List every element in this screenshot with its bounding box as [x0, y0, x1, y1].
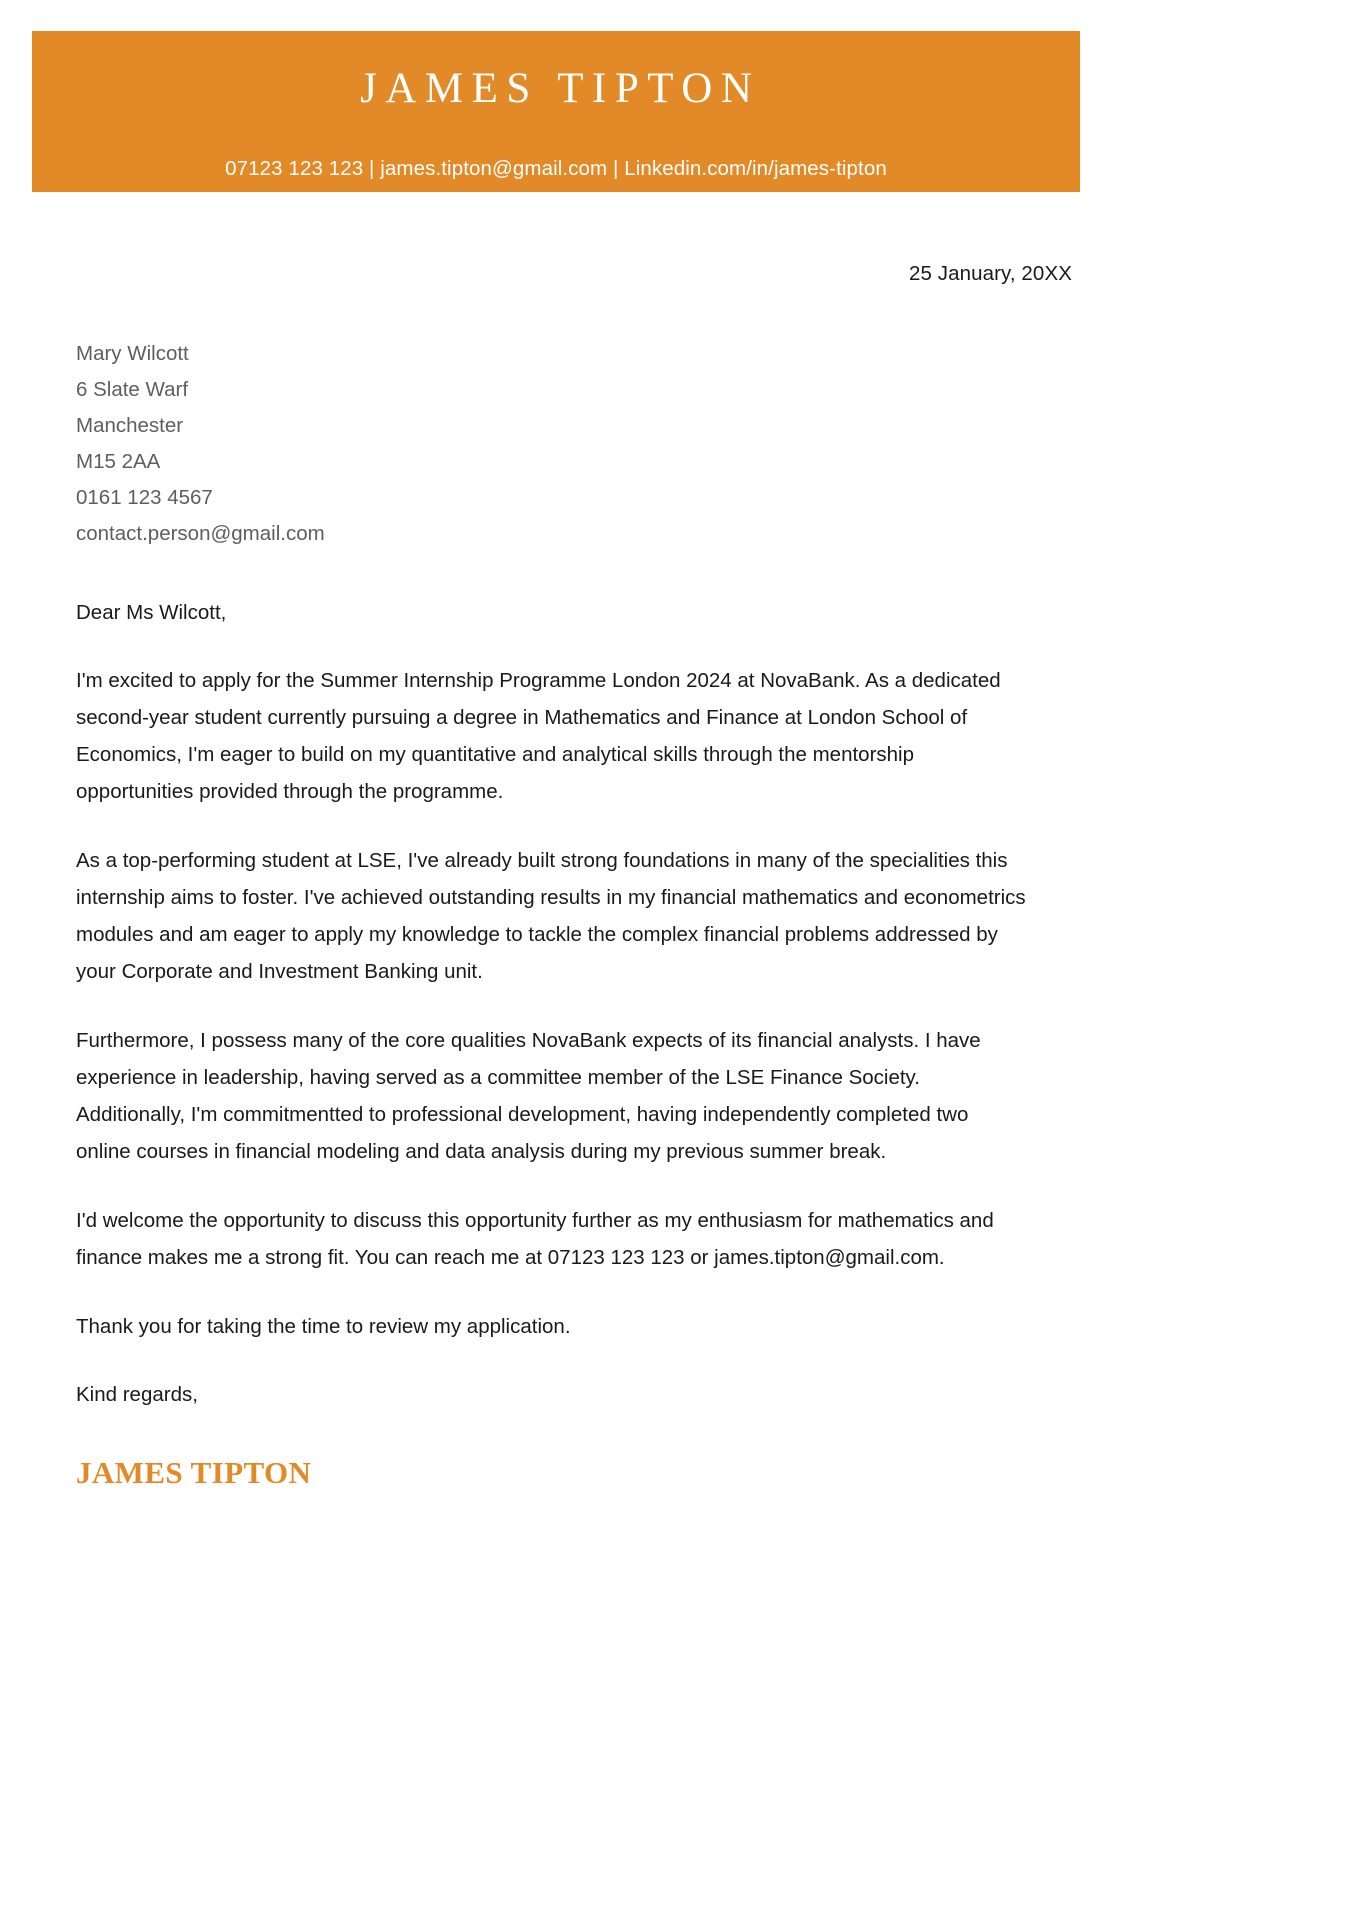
body-paragraph-1: I'm excited to apply for the Summer Internship Programme London 2024 at NovaBank. As a dedicated second-year student currently pursuing a degree in Mathematics and Finance at London School of Economics, I'm eager to build on my quantitative and analytical skills through the mentorship opportunities provided through the programme. [76, 669, 1001, 803]
body-paragraph-2: As a top-performing student at LSE, I've already built strong foundations in many of the specialities this internship aims to foster. I've achieved outstanding results in my financial mathematics and econometrics modules and am eager to apply my knowledge to tackle the complex financial problems addressed by your Corporate and Investment Banking unit. [76, 849, 1026, 983]
letter-body [76, 192, 1086, 1490]
page-title: JAMES TIPTON [360, 65, 761, 112]
letter-date: 25 January, 20XX [908, 262, 1072, 285]
salutation: Dear Ms Wilcott, [76, 601, 227, 624]
header-contact-line: 07123 123 123 | james.tipton@gmail.com | Linkedin.com/in/james-tipton [225, 157, 887, 180]
recipient-postcode: M15 2AA [76, 450, 161, 473]
signoff-line: Kind regards, [76, 1383, 198, 1406]
header-banner [32, 31, 1080, 192]
body-paragraph-4: I'd welcome the opportunity to discuss this opportunity further as my enthusiasm for mathematics and finance makes me a strong fit. You can reach me at 07123 123 123 or james.tipton@gmail.com. [76, 1209, 994, 1269]
closing-line: Thank you for taking the time to review my application. [76, 1315, 571, 1338]
body-paragraph-3: Furthermore, I possess many of the core qualities NovaBank expects of its financial analysts. I have experience in leadership, having served as a committee member of the LSE Finance Society. Additionally, I'm commitmentted to professional development, having independently completed two online courses in financial modeling and data analysis during my previous summer break. [76, 1029, 981, 1163]
recipient-phone: 0161 123 4567 [76, 486, 213, 509]
recipient-email: contact.person@gmail.com [76, 522, 325, 545]
signature-name: JAMES TIPTON [76, 1455, 312, 1490]
recipient-address-block [76, 336, 1086, 552]
recipient-name: Mary Wilcott [76, 342, 189, 365]
recipient-city: Manchester [76, 414, 184, 437]
recipient-street: 6 Slate Warf [76, 378, 189, 401]
